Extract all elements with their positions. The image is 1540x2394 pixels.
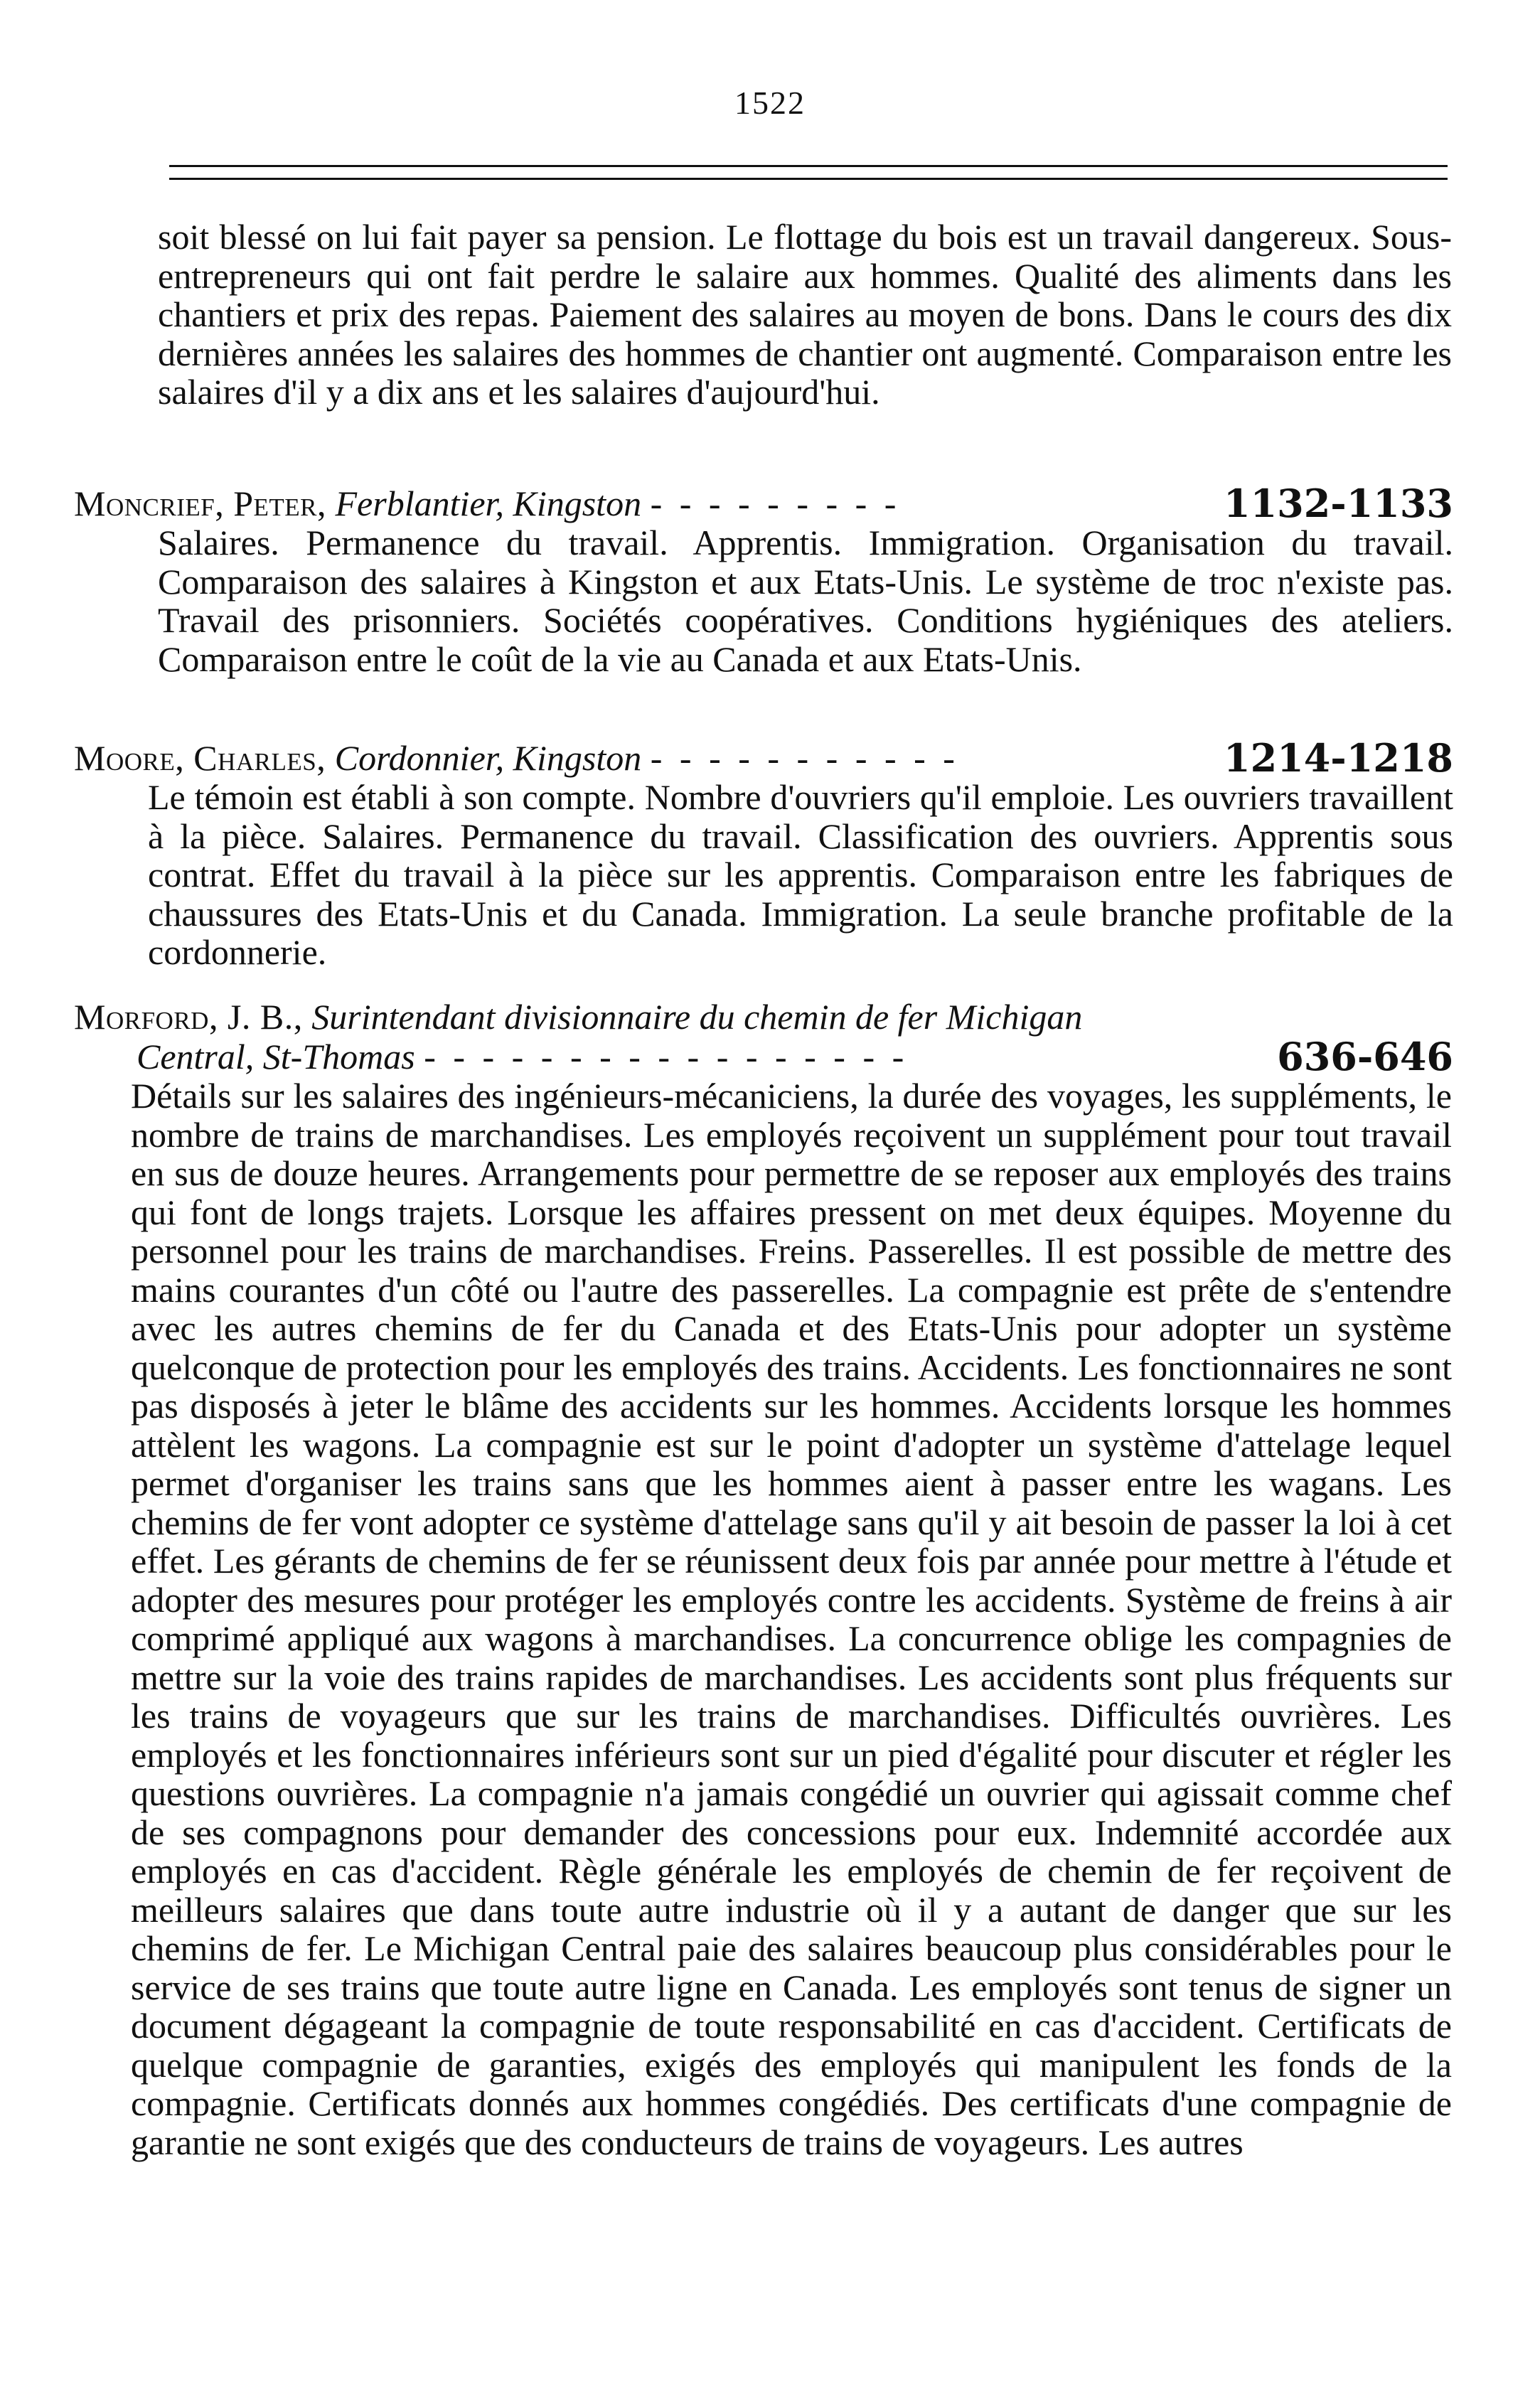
- intro-paragraph: soit blessé on lui fait payer sa pension. Le flottage du bois est un travail dangereux. Sous-entrepreneurs qui ont fait perdre le salaire aux hommes. Qualité des aliments dans les chantiers et prix des repas. Paiement des salaires au moyen de bons. Dans le cours des dix dernières années les salaires des hommes de chantier ont augmenté. Comparaison entre les salaires d'il y a dix ans et les salaires d'aujourd'hui.: [158, 217, 1452, 412]
- entry-heading: [74, 735, 1453, 781]
- entry-heading-line2: [74, 1034, 1453, 1079]
- entry-role: Surintendant divisionnaire du chemin de fer Michigan: [311, 997, 1083, 1037]
- entry-summary: Salaires. Permanence du travail. Apprentis. Immigration. Organisation du travail. Comparaison des salaires à Kingston et aux Etats-Unis. Le système de troc n'existe pas. Travail des prisonniers. Sociétés coopératives. Conditions hygiéniques des ateliers. Comparaison entre le coût de la vie au Canada et aux Etats-Unis.: [158, 523, 1453, 679]
- entry-pages: 636-646: [1277, 1034, 1453, 1079]
- entry-heading: [74, 481, 1453, 526]
- entry-name: Moore, Charles,: [74, 738, 326, 778]
- entry-leader: - - - - - - - - - - - - - - - - -: [424, 1037, 909, 1076]
- entry-role-line2: Central, St-Thomas: [137, 1037, 415, 1076]
- header-rule-bottom: [169, 178, 1448, 180]
- entry-pages: 1132-1133: [1224, 481, 1453, 526]
- index-entry: [74, 997, 1453, 2161]
- entry-pages: 1214-1218: [1224, 735, 1453, 781]
- entry-role: Cordonnier, Kingston: [334, 738, 642, 778]
- entry-name: Moncrief, Peter,: [74, 483, 326, 523]
- entry-heading: [74, 997, 1453, 1037]
- entry-summary: Le témoin est établi à son compte. Nombre d'ouvriers qu'il emploie. Les ouvriers travaillent à la pièce. Salaires. Permanence du travail. Classification des ouvriers. Apprentis sous contrat. Effet du travail à la pièce sur les apprentis. Comparaison entre les fabriques de chaussures des Etats-Unis et du Canada. Immigration. La seule branche profitable de la cordonnerie.: [148, 777, 1453, 972]
- index-entry: [74, 483, 1453, 678]
- entry-summary: Détails sur les salaires des ingénieurs-mécaniciens, la durée des voyages, les suppléments, le nombre de trains de marchandises. Les employés reçoivent un supplément pour tout travail en sus de douze heures. Arrangements pour permettre de se reposer aux employés des trains qui font de longs trajets. Lorsque les affaires pressent on met deux équipes. Moyenne du personnel pour les trains de marchandises. Freins. Passerelles. Il est possible de mettre des mains courantes d'un côté ou l'autre des passerelles. La compagnie est prête de s'entendre avec les autres chemins de fer du Canada et des Etats-Unis pour adopter un système quelconque de protection pour les employés des trains. Accidents. Les fonctionnaires ne sont pas disposés à jeter le blâme des accidents sur les hommes. Accidents lorsque les hommes attèlent les wagons. La compagnie est sur le point d'adopter un système d'attelage lequel permet d'organiser les trains sans que les hommes aient à passer entre les wagans. Les chemins de fer vont adopter ce système d'attelage sans qu'il y ait besoin de passer la loi à cet effet. Les gérants de chemins de fer se réunissent deux fois par année pour mettre à l'étude et adopter des mesures pour protéger les employés contre les accidents. Système de freins à air comprimé appliqué aux wagons à marchandises. La concurrence oblige les compagnies de mettre sur la voie des trains rapides de marchandises. Les accidents sont plus fréquents sur les trains de voyageurs que sur les trains de marchandises. Difficultés ouvrières. Les employés et les fonctionnaires inférieurs sont sur un pied d'égalité pour discuter et régler les questions ouvrières. La compagnie n'a jamais congédié un ouvrier qui agissait comme chef de ses compagnons pour demander des concessions pour eux. Indemnité accordée aux employés en cas d'accident. Règle générale les employés de chemin de fer reçoivent de meilleurs salaires que dans toute autre industrie où il y a autant de danger que sur les chemins de fer. Le Michigan Central paie des salaires beaucoup plus considérables pour le service de ses trains que toute autre ligne en Canada. Les employés sont tenus de signer un document dégageant la compagnie de toute responsabilité en cas d'accident. Certificats de quelque compagnie de garanties, exigés des employés qui manipulent les fonds de la compagnie. Certificats donnés aux hommes congédiés. Des certificats d'une compagnie de garantie ne sont exigés que des conducteurs de trains de voyageurs. Les autres: [131, 1076, 1452, 2162]
- index-entry: [74, 735, 1453, 972]
- entry-role: Ferblantier, Kingston: [335, 483, 642, 523]
- entry-name: Morford, J. B.,: [74, 997, 303, 1037]
- header-rule-top: [169, 165, 1448, 167]
- page-number: 1522: [734, 85, 806, 121]
- entry-leader: - - - - - - - - -: [650, 483, 901, 523]
- entry-leader: - - - - - - - - - - -: [650, 738, 959, 778]
